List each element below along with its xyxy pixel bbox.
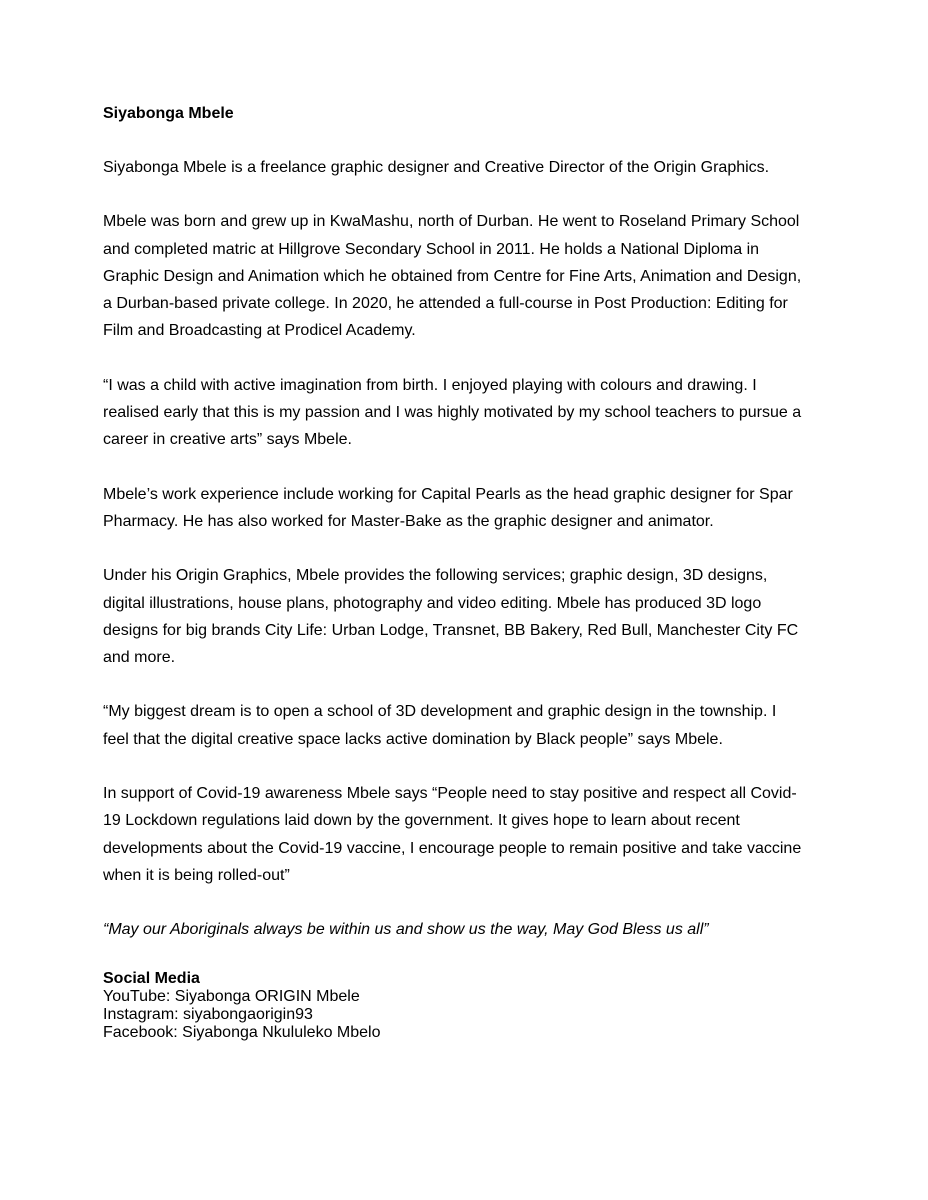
paragraph-covid-awareness: In support of Covid-19 awareness Mbele says “People need to stay positive and respect all Covid-19 Lockdown regulations laid down by the government. It gives hope to learn about recent developments about the Covid-19 vaccine, I encourage people to remain positive and take vaccine when it is being rolled-out” bbox=[103, 785, 802, 884]
paragraph-intro: Siyabonga Mbele is a freelance graphic designer and Creative Director of the Origin Graphics. bbox=[103, 159, 770, 176]
paragraph-services: Under his Origin Graphics, Mbele provides the following services; graphic design, 3D designs, digital illustrations, house plans, photography and video editing. Mbele has produced 3D logo designs for big brands City Life: Urban Lodge, Transnet, BB Bakery, Red Bull, Manchester City FC and more. bbox=[103, 567, 799, 667]
document-title: Siyabonga Mbele bbox=[103, 105, 234, 122]
social-instagram: Instagram: siyabongaorigin93 bbox=[103, 1005, 313, 1023]
paragraph-work-experience: Mbele’s work experience include working for Capital Pearls as the head graphic designer for Spar Pharmacy. He has also worked for Master-Bake as the graphic designer and animator. bbox=[103, 485, 793, 530]
paragraph-background: Mbele was born and grew up in KwaMashu, north of Durban. He went to Roseland Primary School and completed matric at Hillgrove Secondary School in 2011. He holds a National Diploma in Graphic Design and Animation which he obtained from Centre for Fine Arts, Animation and Design, a Durban-based private college. In 2020, he attended a full-course in Post Production: Editing for Film and Broadcasting at Prodicel Academy. bbox=[103, 213, 802, 340]
social-facebook: Facebook: Siyabonga Nkululeko Mbelo bbox=[103, 1023, 381, 1041]
closing-quote: “May our Aboriginals always be within us and show us the way, May God Bless us all” bbox=[103, 921, 709, 939]
paragraph-childhood-quote: “I was a child with active imagination from birth. I enjoyed playing with colours and drawing. I realised early that this is my passion and I was highly motivated by my school teachers to pursue a career in creative arts” says Mbele. bbox=[103, 376, 802, 449]
social-media-section bbox=[103, 970, 803, 1042]
social-youtube: YouTube: Siyabonga ORIGIN Mbele bbox=[103, 987, 360, 1005]
paragraph-dream-quote: “My biggest dream is to open a school of 3D development and graphic design in the township. I feel that the digital creative space lacks active domination by Black people” says Mbele. bbox=[103, 703, 777, 748]
document-page bbox=[103, 100, 803, 1042]
social-media-heading: Social Media bbox=[103, 969, 200, 987]
